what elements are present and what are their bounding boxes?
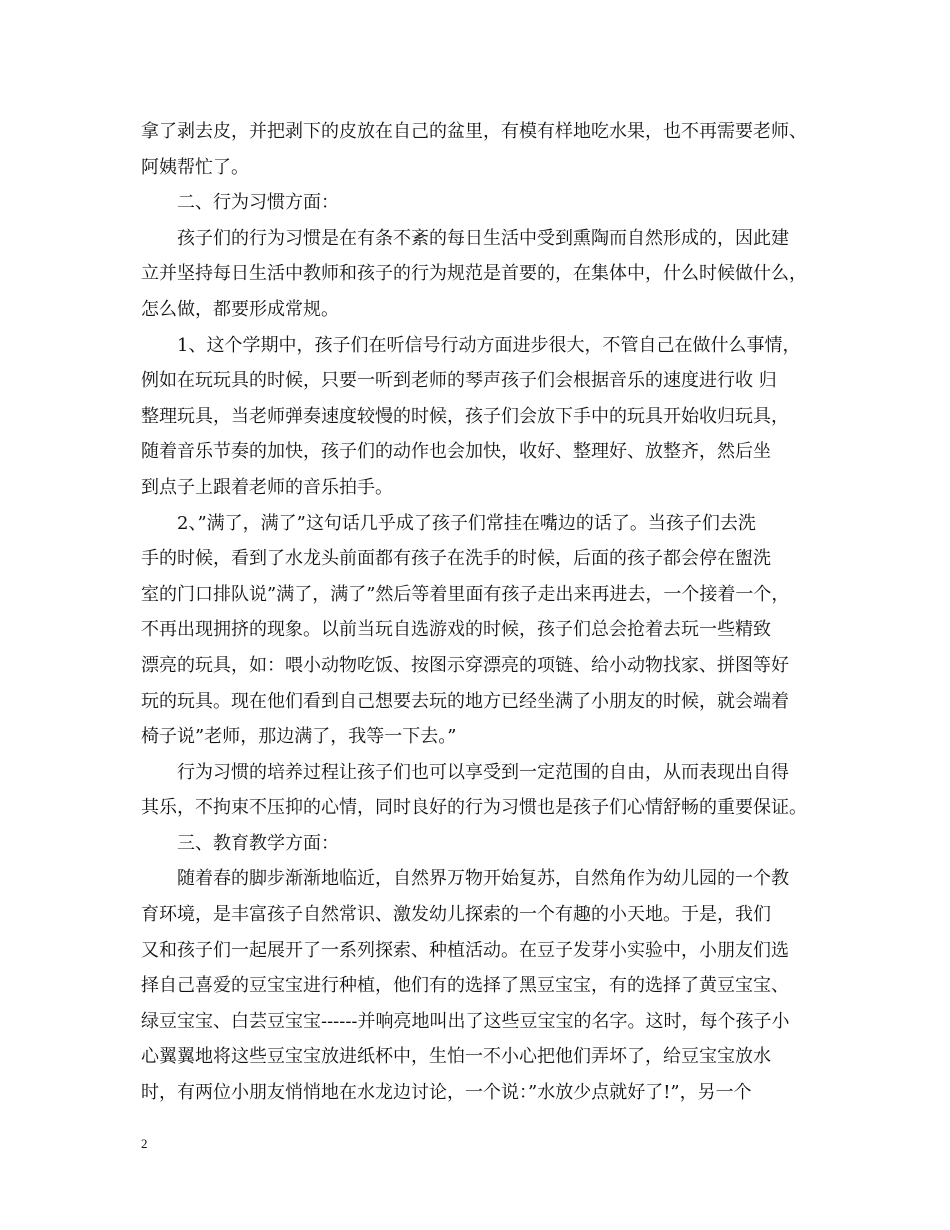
text-line: 三、教育教学方面：	[177, 832, 339, 854]
text-line: 行为习惯的培养过程让孩子们也可以享受到一定范围的自由，从而表现出自得	[177, 761, 789, 783]
text-line: 2、”满了，满了”这句话几乎成了孩子们常挂在嘴边的话了。当孩子们去洗	[177, 512, 756, 534]
text-line: 整理玩具，当老师弹奏速度较慢的时候，孩子们会放下手中的玩具开始收归玩具，	[141, 405, 789, 427]
text-line: 绿豆宝宝、白芸豆宝宝------并响亮地叫出了这些豆宝宝的名字。这时，每个孩子小	[141, 1010, 790, 1032]
text-line: 漂亮的玩具，如：喂小动物吃饭、按图示穿漂亮的项链、给小动物找家、拼图等好	[141, 654, 789, 676]
text-line: 不再出现拥挤的现象。以前当玩自选游戏的时候，孩子们总会抢着去玩一些精致	[141, 619, 771, 641]
text-line: 手的时候，看到了水龙头前面都有孩子在洗手的时候，后面的孩子都会停在盥洗	[141, 548, 771, 570]
text-line: 其乐，不拘束不压抑的心情，同时良好的行为习惯也是孩子们心情舒畅的重要保证。	[141, 797, 807, 819]
text-line: 怎么做，都要形成常规。	[141, 298, 339, 320]
text-line: 二、行为习惯方面：	[177, 192, 339, 214]
text-line: 时，有两位小朋友悄悄地在水龙边讨论，一个说：”水放少点就好了!”，另一个	[141, 1082, 752, 1104]
text-line: 拿了剥去皮，并把剥下的皮放在自己的盆里，有模有样地吃水果，也不再需要老师、	[141, 121, 807, 142]
text-line: 随着音乐节奏的加快，孩子们的动作也会加快，收好、整理好、放整齐，然后坐	[141, 441, 771, 463]
text-line: 椅子说”老师，那边满了，我等一下去。”	[141, 726, 457, 748]
text-line: 择自己喜爱的豆宝宝进行种植，他们有的选择了黑豆宝宝，有的选择了黄豆宝宝、	[141, 975, 789, 997]
text-line: 玩的玩具。现在他们看到自己想要去玩的地方已经坐满了小朋友的时候，就会端着	[141, 690, 789, 712]
text-line: 育环境，是丰富孩子自然常识、激发幼儿探索的一个有趣的小天地。于是，我们	[141, 904, 771, 926]
text-line: 孩子们的行为习惯是在有条不紊的每日生活中受到熏陶而自然形成的，因此建	[177, 227, 789, 249]
text-line: 心翼翼地将这些豆宝宝放进纸杯中，生怕一不小心把他们弄坏了，给豆宝宝放水	[141, 1046, 771, 1068]
text-line: 立并坚持每日生活中教师和孩子的行为规范是首要的，在集体中，什么时候做什么，	[141, 263, 807, 285]
text-line: 例如在玩玩具的时候，只要一听到老师的琴声孩子们会根据音乐的速度进行收 归	[141, 370, 777, 392]
text-line: 随着春的脚步渐渐地临近，自然界万物开始复苏，自然角作为幼儿园的一个教	[177, 868, 789, 890]
text-line: 室的门口排队说”满了，满了”然后等着里面有孩子走出来再进去，一个接着一个，	[141, 583, 790, 605]
body-text	[141, 114, 821, 1111]
text-line: 1、这个学期中，孩子们在听信号行动方面进步很大，不管自己在做什么事情，	[177, 334, 801, 356]
text-line: 又和孩子们一起展开了一系列探索、种植活动。在豆子发芽小实验中，小朋友们选	[141, 939, 789, 961]
text-line: 到点子上跟着老师的音乐拍手。	[141, 476, 393, 498]
text-line: 阿姨帮忙了。	[141, 156, 249, 178]
page-number: 2	[141, 1136, 148, 1151]
